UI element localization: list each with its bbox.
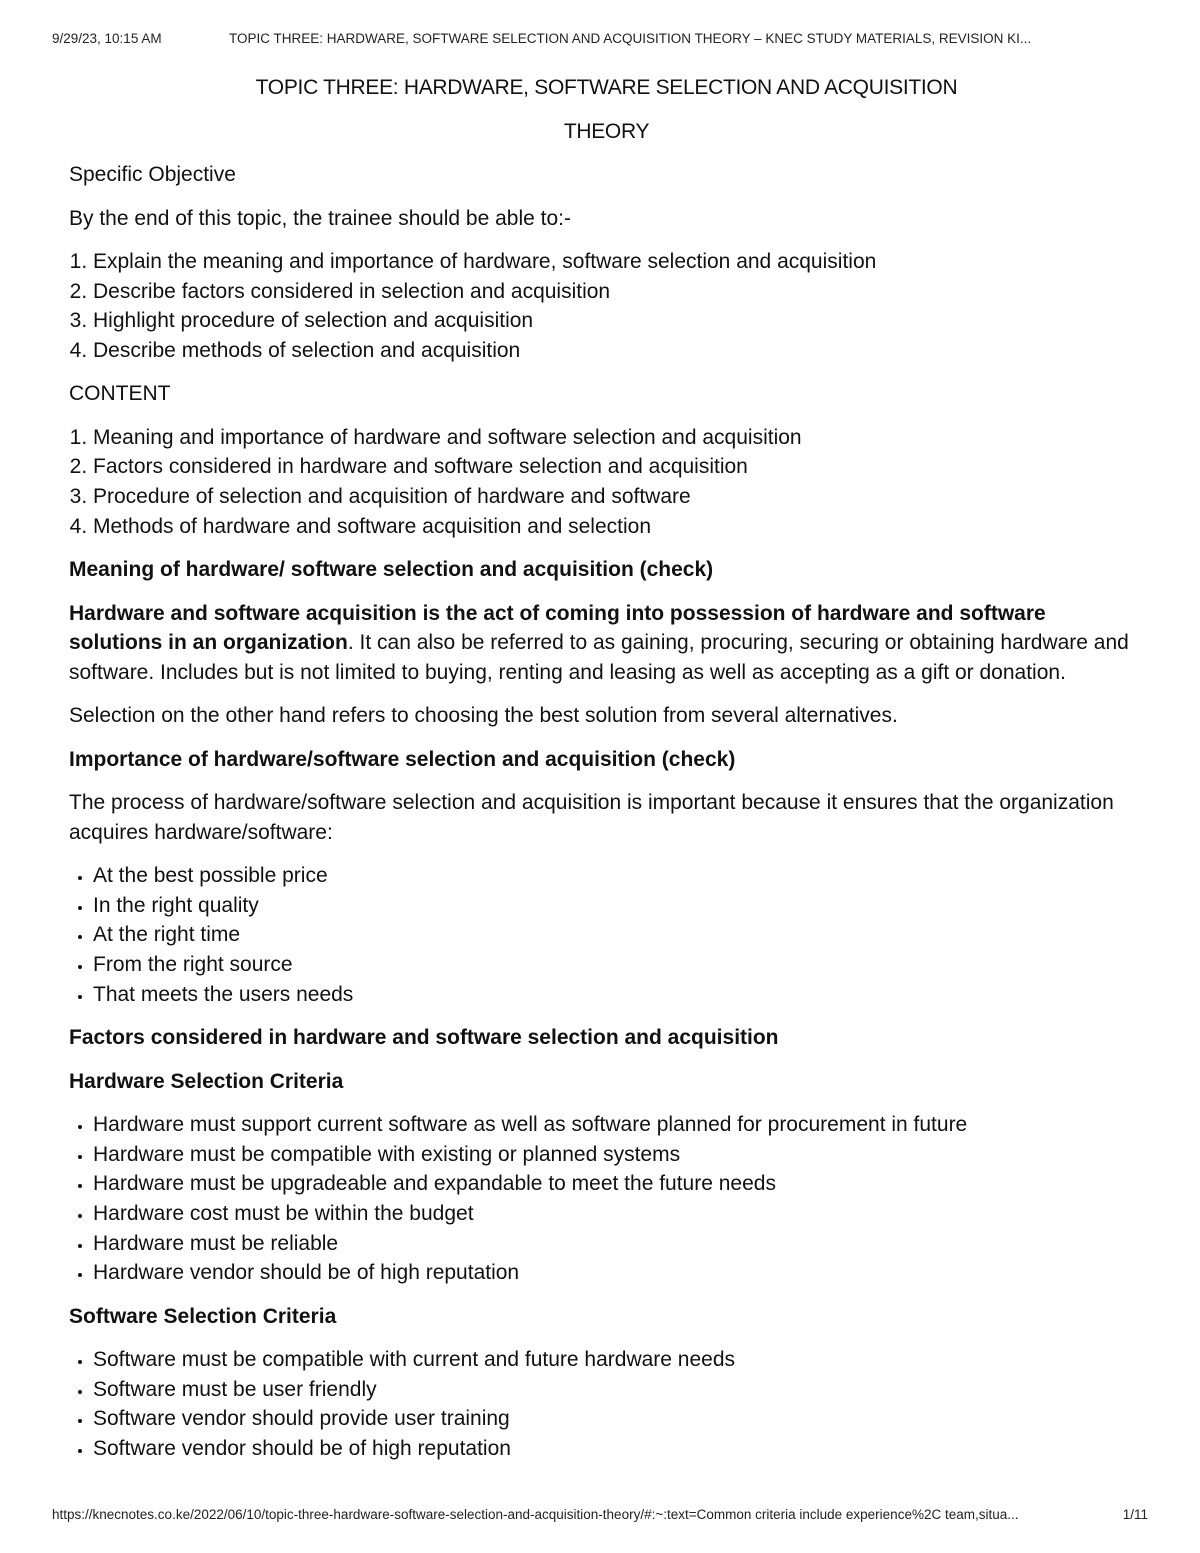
hardware-criteria-heading: Hardware Selection Criteria — [69, 1069, 344, 1093]
list-item: 1. Explain the meaning and importance of hardware, software selection and acquisition — [93, 247, 1144, 277]
print-url: https://knecnotes.co.ke/2022/06/10/topic-three-hardware-software-selection-and-acquisition-theory/#:~:text=Common criteria include experience%2C team,situa... — [52, 1507, 1019, 1522]
selection-definition: Selection on the other hand refers to choosing the best solution from several alternatives. — [69, 704, 898, 728]
importance-heading: Importance of hardware/software selection and acquisition (check) — [69, 747, 736, 771]
print-date: 9/29/23, 10:15 AM — [52, 31, 162, 46]
list-item: • Hardware must support current software as well as software planned for procurement in future — [93, 1110, 1144, 1140]
software-criteria-list — [69, 1345, 1144, 1463]
list-item: • From the right source — [93, 950, 1144, 980]
page-number: 1/11 — [1122, 1507, 1148, 1522]
objective-heading: Specific Objective — [69, 163, 236, 186]
page-title-line-2: THEORY — [563, 120, 650, 143]
list-item: • That meets the users needs — [93, 980, 1144, 1010]
list-item: 4. Methods of hardware and software acquisition and selection — [93, 512, 1144, 542]
list-item: • At the best possible price — [93, 861, 1144, 891]
list-item: 3. Highlight procedure of selection and acquisition — [93, 306, 1144, 336]
list-item: 2. Factors considered in hardware and software selection and acquisition — [93, 452, 1144, 482]
list-item: • Software must be user friendly — [93, 1375, 1144, 1405]
list-item: 2. Describe factors considered in selection and acquisition — [93, 277, 1144, 307]
list-item: • Hardware must be reliable — [93, 1229, 1144, 1259]
software-criteria-heading: Software Selection Criteria — [69, 1304, 337, 1328]
list-item: • Software must be compatible with current and future hardware needs — [93, 1345, 1144, 1375]
list-item: • Software vendor should be of high reputation — [93, 1434, 1144, 1464]
print-doc-title: TOPIC THREE: HARDWARE, SOFTWARE SELECTION AND ACQUISITION THEORY – KNEC STUDY MATERIALS, REVISION KI... — [229, 31, 1032, 46]
document-body — [69, 66, 1144, 1478]
print-header — [52, 31, 1150, 51]
content-heading: CONTENT — [69, 382, 171, 406]
definition-text: . It can also be referred to as gaining, procuring, securing or obtaining hardware and software. Includes but is not limited to buying, renting and leasing as well as accepting as a gift or donation. — [69, 631, 1129, 684]
objective-intro: By the end of this topic, the trainee should be able to:- — [69, 206, 571, 230]
list-item: • Software vendor should provide user training — [93, 1404, 1144, 1434]
page-title-line-1: TOPIC THREE: HARDWARE, SOFTWARE SELECTION AND ACQUISITION — [255, 76, 958, 99]
list-item: 3. Procedure of selection and acquisition of hardware and software — [93, 482, 1144, 512]
content-list — [69, 423, 1144, 541]
factors-heading: Factors considered in hardware and software selection and acquisition — [69, 1026, 779, 1050]
meaning-definition — [69, 599, 1144, 688]
importance-list — [69, 861, 1144, 1009]
print-footer — [52, 1507, 1150, 1527]
list-item: 4. Describe methods of selection and acquisition — [93, 336, 1144, 366]
list-item: • At the right time — [93, 920, 1144, 950]
hardware-criteria-list — [69, 1110, 1144, 1288]
meaning-heading: Meaning of hardware/ software selection and acquisition (check) — [69, 558, 714, 582]
list-item: • Hardware cost must be within the budget — [93, 1199, 1144, 1229]
importance-intro: The process of hardware/software selection and acquisition is important because it ensures that the organization acquires hardware/software: — [69, 791, 1114, 844]
list-item: • Hardware must be compatible with existing or planned systems — [93, 1140, 1144, 1170]
list-item: 1. Meaning and importance of hardware and software selection and acquisition — [93, 423, 1144, 453]
definition-bold-text: Hardware and software acquisition is the act of coming into possession of hardware and software solutions in an organization — [69, 601, 1046, 655]
list-item: • Hardware vendor should be of high reputation — [93, 1258, 1144, 1288]
list-item: • In the right quality — [93, 891, 1144, 921]
list-item: • Hardware must be upgradeable and expandable to meet the future needs — [93, 1169, 1144, 1199]
objective-list — [69, 247, 1144, 365]
